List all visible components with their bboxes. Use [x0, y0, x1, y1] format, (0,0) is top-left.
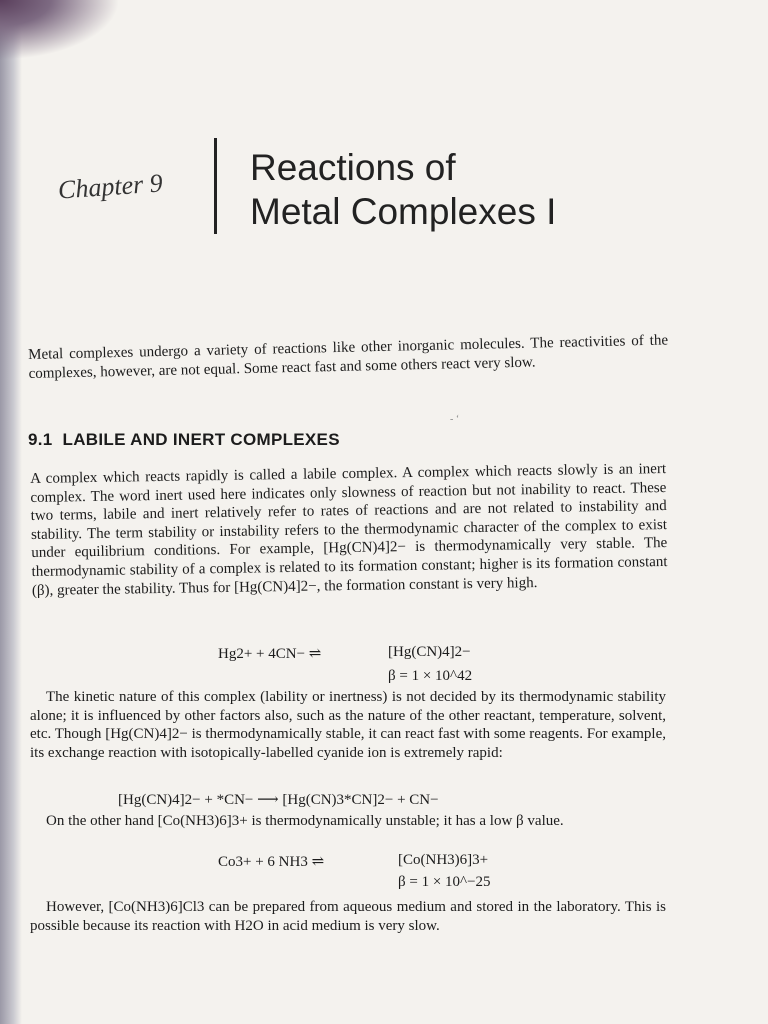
equation-3-left: Co3+ + 6 NH3 ⇌ [218, 854, 325, 870]
equation-2: [Hg(CN)4]2− + *CN− ⟶ [Hg(CN)3*CN]2− + CN− [118, 792, 439, 808]
page-edge-shadow [0, 0, 22, 1024]
chapter-divider [214, 138, 217, 234]
paragraph-kinetic-nature-text: The kinetic nature of this complex (lability or inertness) is not decided by its thermodynamic stability alone; it is influenced by other factors also, such as the nature of the other reactant, temperature, solvent, etc. Though [Hg(CN)4]2− is thermodynamically stable, it can react fast with some reagents. For example, its exchange reaction with isotopically-labelled cyanide ion is extremely rapid: [30, 689, 666, 761]
paragraph-cobalt-lab [30, 898, 666, 935]
chapter-label: Chapter 9 [57, 168, 164, 205]
equation-3-beta: β = 1 × 10^−25 [398, 874, 491, 890]
paragraph-cobalt-text: On the other hand [Co(NH3)6]3+ is thermodynamically unstable; it has a low β value. [46, 813, 564, 829]
corner-shadow [0, 0, 120, 60]
section-number: 9.1 [28, 430, 53, 449]
section-title: LABILE AND INERT COMPLEXES [62, 430, 340, 449]
equation-1-beta: β = 1 × 10^42 [388, 668, 473, 684]
equation-1-left: Hg2+ + 4CN− ⇌ [218, 646, 322, 662]
paragraph-cobalt-lab-text: However, [Co(NH3)6]Cl3 can be prepared from aqueous medium and stored in the laboratory. This is possible because its reaction with H2O in acid medium is very slow. [30, 899, 666, 934]
chapter-title-line2: Metal Complexes I [250, 191, 557, 232]
intro-paragraph: Metal complexes undergo a variety of reactions like other inorganic molecules. The reactivities of the complexes, however, are not equal. Some react fast and some others react very slow. [28, 332, 669, 382]
section-heading [28, 430, 340, 450]
paragraph-labile-inert: A complex which reacts rapidly is called a labile complex. A complex which reacts slowly is an inert complex. The word inert used here indicates only slowness of reaction but not inability to react. These two terms, labile and inert relatively refer to rates of reactions and are not related to instability and stability. The term stability or instability refers to the thermodynamic character of the complex to exist under equilibrium conditions. For example, [Hg(CN)4]2− is thermodynamically very stable. The thermodynamic stability of a complex is related to its formation constant; higher is its formation constant (β), greater the stability. Thus for [Hg(CN)4]2−, the formation constant is very high. [30, 461, 668, 599]
chapter-title-line1: Reactions of [250, 147, 456, 188]
paragraph-cobalt [30, 812, 666, 831]
equation-1-right: [Hg(CN)4]2− [388, 644, 471, 660]
equation-3-right: [Co(NH3)6]3+ [398, 852, 489, 868]
ink-mark: - ‘ [450, 414, 460, 425]
chapter-title [250, 146, 730, 234]
paragraph-kinetic-nature [30, 688, 666, 762]
